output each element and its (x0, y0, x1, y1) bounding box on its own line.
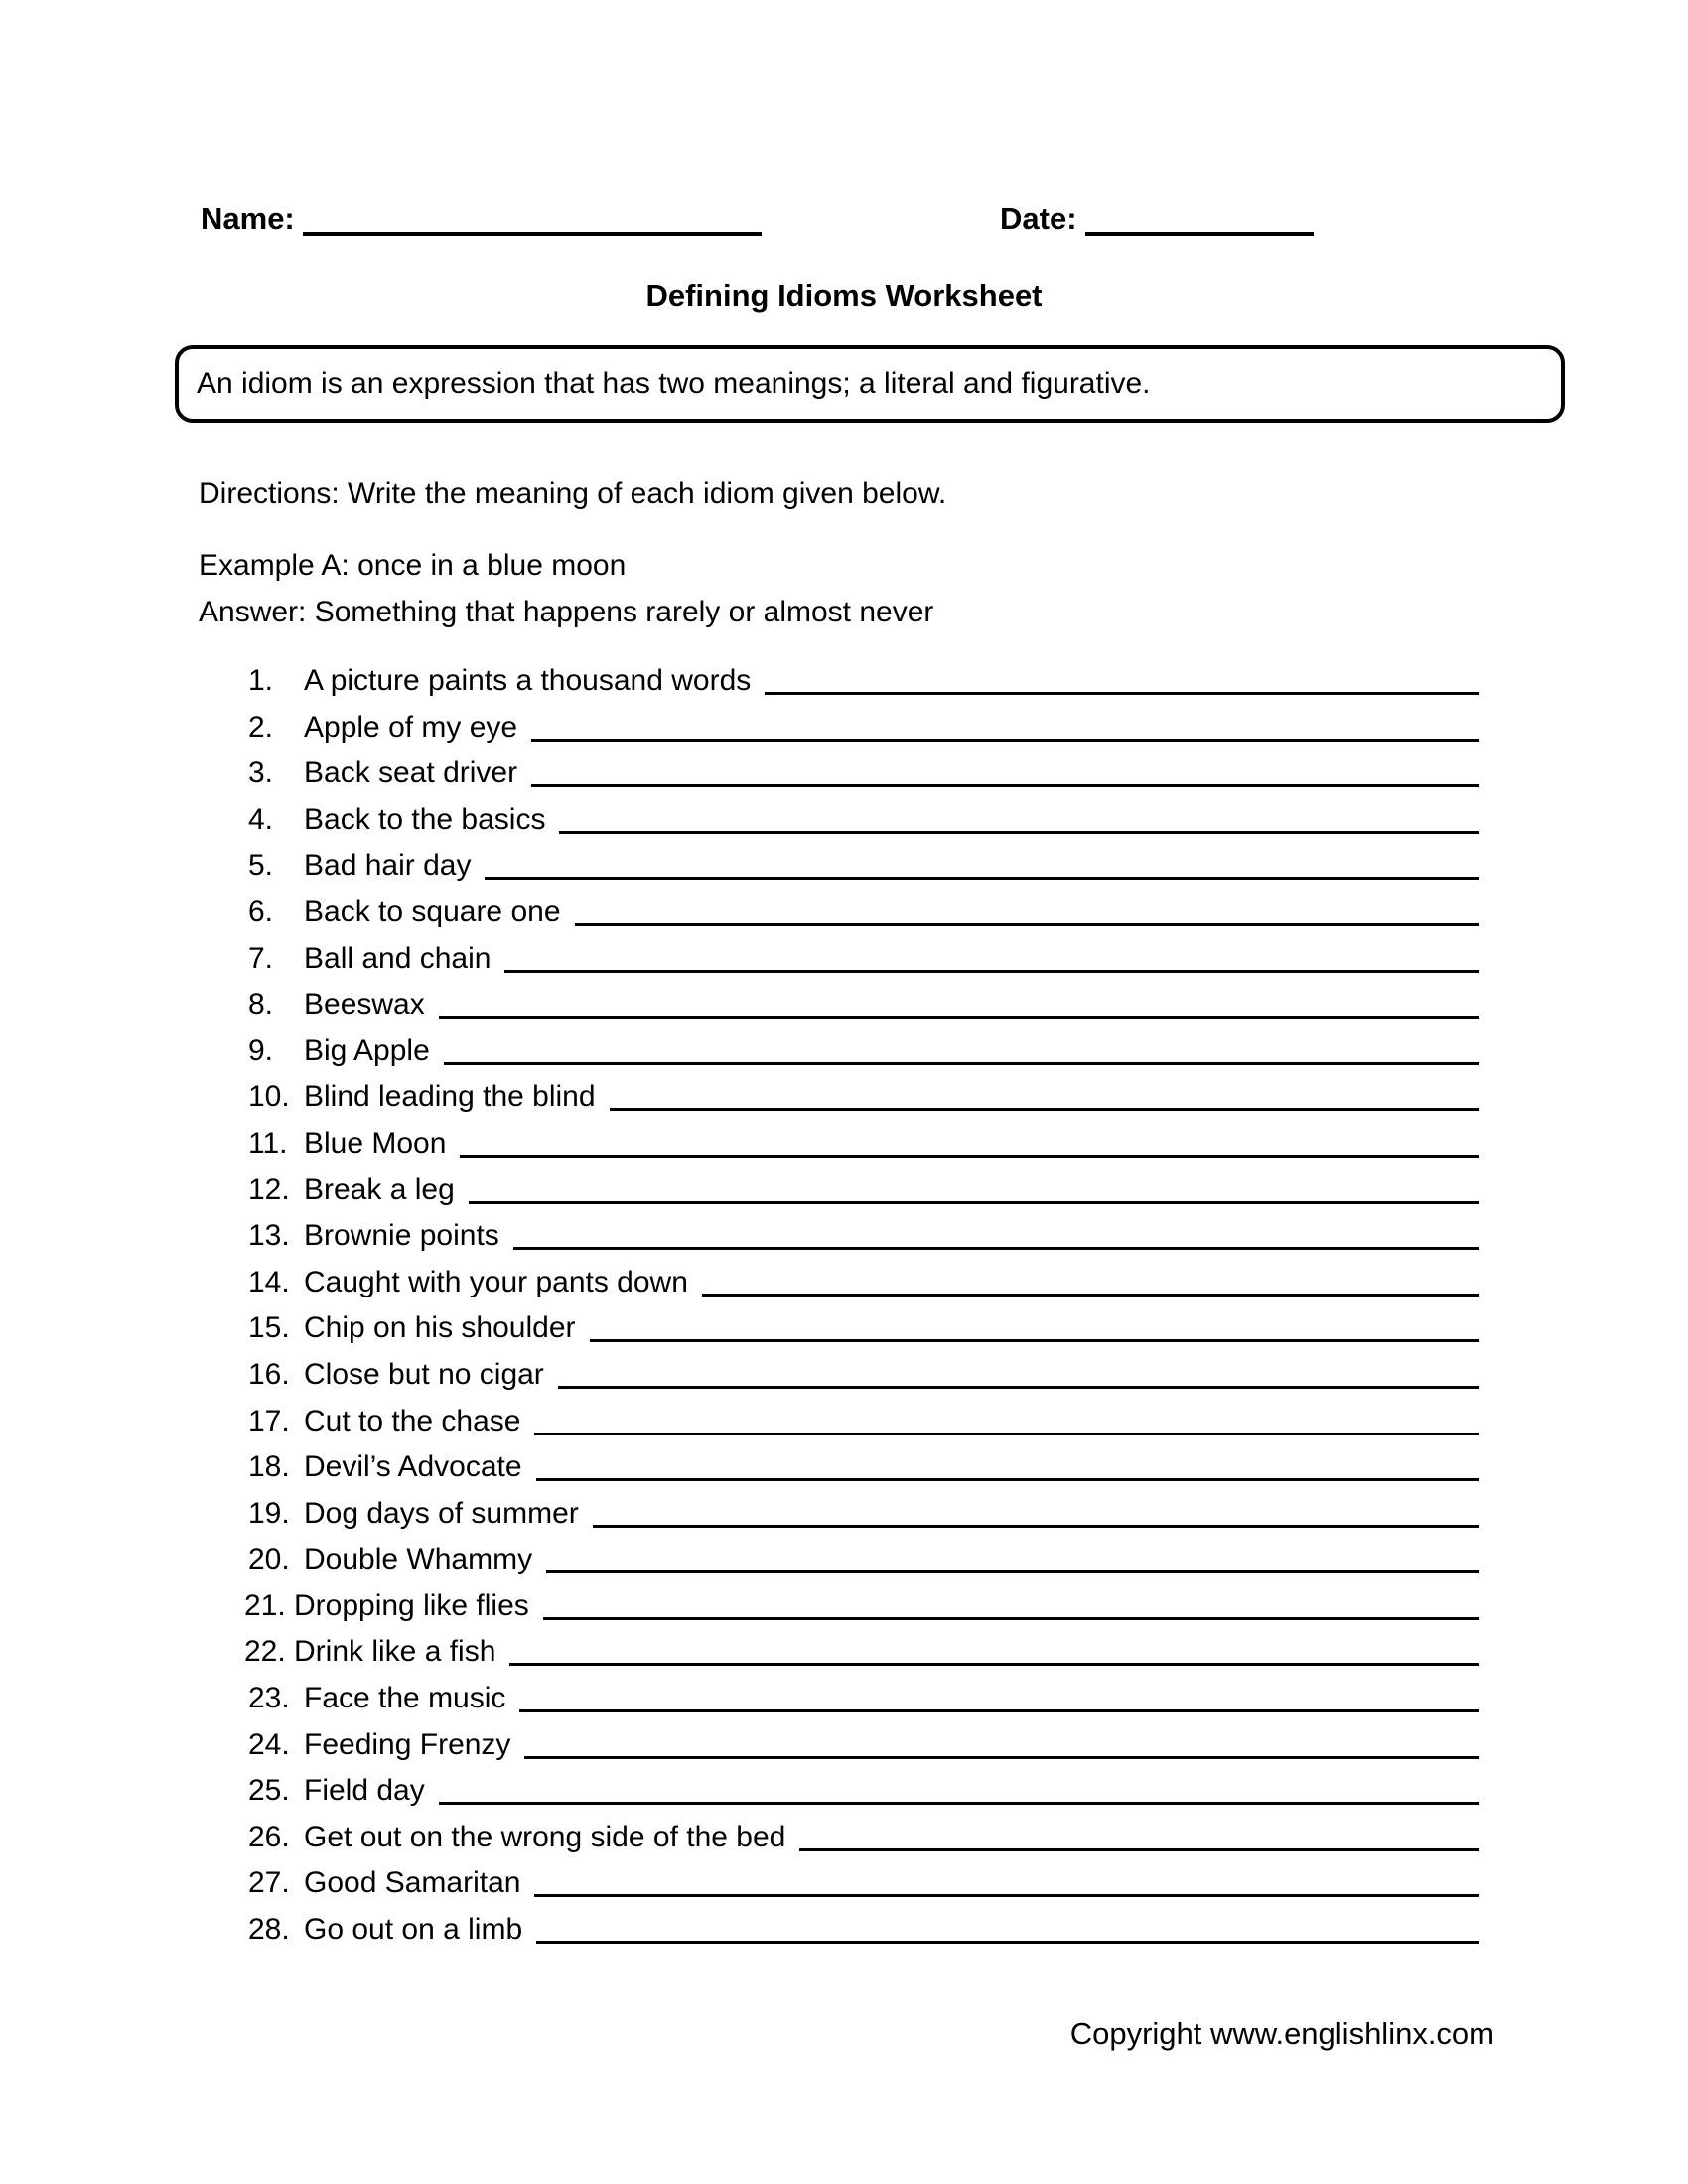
idiom-definition-box (175, 345, 1565, 423)
item-idiom: Cut to the chase (304, 1404, 521, 1437)
item-answer-blank[interactable] (469, 1201, 1479, 1204)
list-item (199, 705, 1479, 751)
list-item (199, 982, 1479, 1028)
item-number: 23. (248, 1682, 290, 1715)
item-number: 9. (248, 1033, 274, 1067)
list-item (199, 1537, 1479, 1583)
directions-text: Directions: Write the meaning of each idiom given below. (199, 478, 947, 510)
item-idiom: Dropping like flies (294, 1588, 529, 1622)
item-idiom: Double Whammy (304, 1543, 533, 1576)
item-answer-blank[interactable] (485, 877, 1479, 880)
item-idiom: Chip on his shoulder (304, 1311, 576, 1345)
list-item (199, 1121, 1479, 1167)
item-idiom: Drink like a fish (294, 1635, 496, 1669)
item-number: 14. (248, 1265, 290, 1298)
item-number: 16. (248, 1357, 290, 1391)
item-answer-blank[interactable] (534, 1433, 1479, 1435)
item-idiom: Big Apple (304, 1033, 430, 1067)
list-item (199, 658, 1479, 705)
item-number: 3. (248, 756, 274, 790)
item-idiom: Face the music (304, 1682, 506, 1715)
item-number: 24. (248, 1727, 290, 1761)
item-answer-blank[interactable] (575, 923, 1479, 926)
item-number: 17. (248, 1404, 290, 1437)
list-item (199, 936, 1479, 983)
item-number: 18. (248, 1450, 290, 1484)
item-answer-blank[interactable] (546, 1570, 1479, 1573)
item-idiom: Go out on a limb (304, 1913, 523, 1947)
list-item (199, 1860, 1479, 1907)
list-item (199, 1815, 1479, 1861)
list-item (199, 1213, 1479, 1260)
item-answer-blank[interactable] (519, 1709, 1479, 1712)
item-answer-blank[interactable] (543, 1617, 1479, 1620)
list-item (199, 843, 1479, 889)
idiom-definition-text: An idiom is an expression that has two meanings; a literal and figurative. (197, 367, 1151, 400)
item-idiom: Apple of my eye (304, 710, 518, 744)
list-item (199, 1399, 1479, 1445)
name-label: Name: (201, 202, 295, 236)
item-number: 27. (248, 1866, 290, 1900)
item-answer-blank[interactable] (460, 1155, 1479, 1158)
item-answer-blank[interactable] (524, 1756, 1479, 1759)
item-answer-blank[interactable] (536, 1941, 1479, 1944)
item-number: 7. (248, 941, 274, 975)
date-blank[interactable] (1085, 232, 1314, 236)
list-item (199, 1583, 1479, 1630)
item-idiom: Devil’s Advocate (304, 1450, 522, 1484)
item-idiom: Back to the basics (304, 802, 546, 836)
item-number: 19. (248, 1496, 290, 1530)
item-idiom: Blue Moon (304, 1126, 447, 1160)
item-answer-blank[interactable] (536, 1478, 1479, 1481)
list-item (199, 889, 1479, 936)
name-blank[interactable] (303, 232, 762, 236)
item-number: 1. (248, 664, 274, 697)
list-item (199, 1676, 1479, 1722)
idiom-list (199, 658, 1479, 1954)
item-idiom: Break a leg (304, 1172, 455, 1206)
list-item (199, 1768, 1479, 1815)
item-answer-blank[interactable] (559, 831, 1479, 834)
item-answer-blank[interactable] (513, 1247, 1479, 1250)
item-number: 26. (248, 1820, 290, 1853)
item-answer-blank[interactable] (509, 1663, 1479, 1666)
item-idiom: Dog days of summer (304, 1496, 579, 1530)
item-idiom: Back seat driver (304, 756, 518, 790)
list-item (199, 1028, 1479, 1075)
list-item (199, 1629, 1479, 1676)
item-number: 25. (248, 1774, 290, 1808)
item-number: 10. (248, 1080, 290, 1114)
item-idiom: Field day (304, 1774, 425, 1808)
item-idiom: Feeding Frenzy (304, 1727, 511, 1761)
item-idiom: Get out on the wrong side of the bed (304, 1820, 786, 1853)
list-item (199, 1167, 1479, 1214)
item-answer-blank[interactable] (531, 784, 1479, 787)
item-answer-blank[interactable] (439, 1802, 1479, 1805)
list-item (199, 1352, 1479, 1399)
item-idiom: Back to square one (304, 894, 561, 928)
name-field-group (201, 202, 762, 237)
item-answer-blank[interactable] (610, 1108, 1479, 1111)
item-number: 28. (248, 1913, 290, 1947)
item-idiom: Ball and chain (304, 941, 492, 975)
item-idiom: Close but no cigar (304, 1357, 544, 1391)
item-answer-blank[interactable] (439, 1016, 1479, 1019)
list-item (199, 1260, 1479, 1306)
list-item (199, 1305, 1479, 1352)
list-item (199, 1491, 1479, 1538)
date-label: Date: (1000, 202, 1077, 236)
example-prompt: Example A: once in a blue moon (199, 549, 627, 582)
item-number: 6. (248, 894, 274, 928)
item-number: 15. (248, 1311, 290, 1345)
item-answer-blank[interactable] (534, 1894, 1479, 1897)
item-idiom: Brownie points (304, 1219, 499, 1253)
item-answer-blank[interactable] (765, 692, 1479, 695)
item-idiom: Caught with your pants down (304, 1265, 688, 1298)
item-answer-blank[interactable] (531, 739, 1479, 742)
item-number: 20. (248, 1543, 290, 1576)
example-answer: Answer: Something that happens rarely or almost never (199, 596, 934, 628)
item-number: 2. (248, 710, 274, 744)
item-number: 21. (244, 1588, 286, 1622)
date-field-group (1000, 202, 1314, 237)
item-answer-blank[interactable] (702, 1294, 1479, 1297)
list-item (199, 1907, 1479, 1954)
item-idiom: Beeswax (304, 988, 425, 1022)
item-idiom: A picture paints a thousand words (304, 664, 752, 697)
list-item (199, 797, 1479, 844)
item-answer-blank[interactable] (558, 1386, 1479, 1389)
list-item (199, 1722, 1479, 1769)
copyright-text: Copyright www.englishlinx.com (1069, 2016, 1494, 2051)
item-number: 12. (248, 1172, 290, 1206)
list-item (199, 1444, 1479, 1491)
item-answer-blank[interactable] (593, 1525, 1479, 1528)
item-idiom: Blind leading the blind (304, 1080, 596, 1114)
item-number: 11. (248, 1126, 288, 1160)
item-answer-blank[interactable] (590, 1339, 1479, 1342)
item-number: 22. (244, 1635, 286, 1669)
item-answer-blank[interactable] (504, 970, 1479, 973)
page-title: Defining Idioms Worksheet (645, 278, 1043, 313)
item-number: 13. (248, 1219, 290, 1253)
item-idiom: Good Samaritan (304, 1866, 521, 1900)
item-number: 8. (248, 988, 274, 1022)
item-answer-blank[interactable] (444, 1062, 1479, 1065)
list-item (199, 1074, 1479, 1121)
item-idiom: Bad hair day (304, 849, 472, 883)
list-item (199, 751, 1479, 797)
item-answer-blank[interactable] (799, 1848, 1479, 1851)
item-number: 4. (248, 802, 274, 836)
item-number: 5. (248, 849, 274, 883)
